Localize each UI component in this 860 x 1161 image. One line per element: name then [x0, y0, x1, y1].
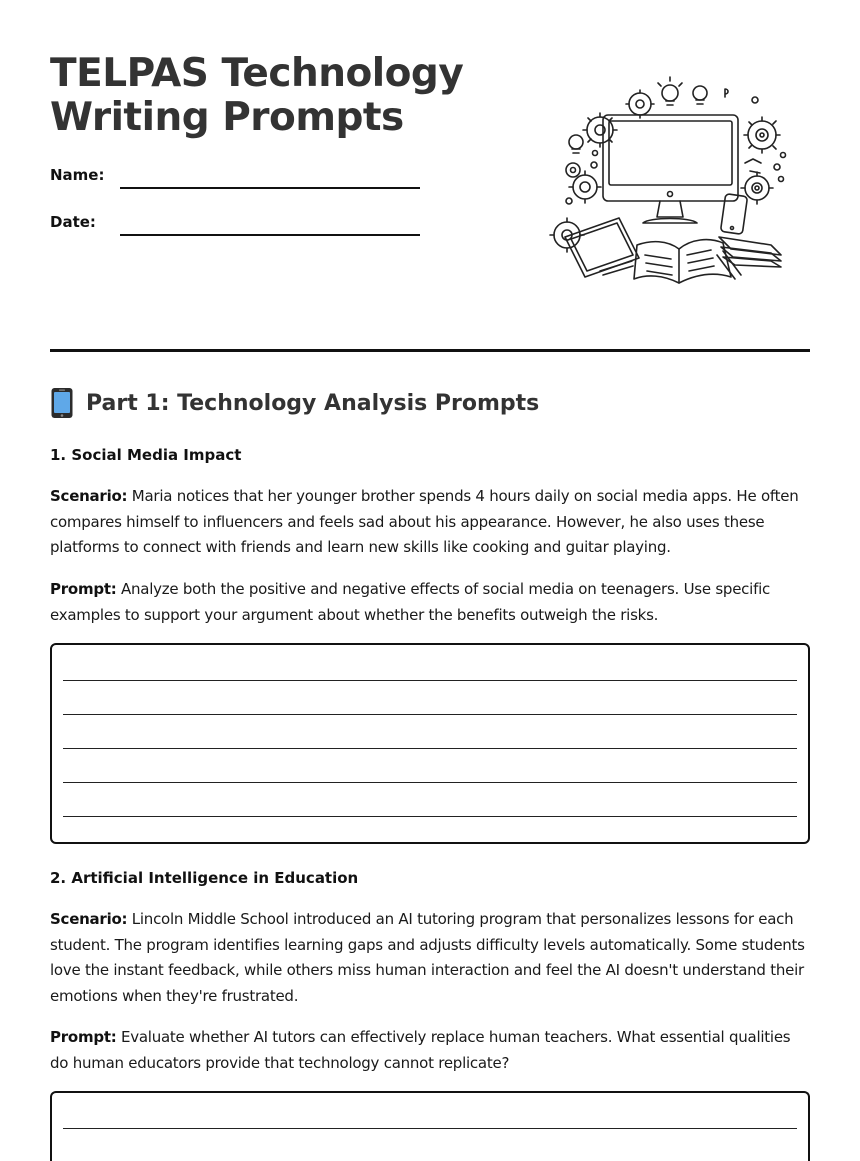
gear-icon: [569, 171, 601, 203]
worksheet-title: [50, 52, 490, 140]
smartphone-icon: [720, 194, 747, 235]
prompt-label: Prompt:: [50, 580, 117, 598]
writing-line: [63, 782, 797, 783]
writing-line: [63, 1128, 797, 1129]
mobile-phone-icon: [50, 387, 74, 419]
gear-icon: [550, 218, 584, 252]
date-field[interactable]: [120, 234, 420, 236]
pencil-icon: [600, 261, 633, 275]
technology-collage-icon: [545, 75, 790, 290]
prompt-text: Analyze both the positive and negative effects of social media on teenagers. Use specific examples to support your argument about whether the benefits outweigh the risks.: [50, 580, 771, 624]
lightbulb-icon: [569, 135, 583, 153]
gear-icon: [566, 163, 580, 177]
question-2-scenario: [50, 907, 812, 1009]
question-1-prompt: [50, 577, 812, 628]
question-1-answer-box[interactable]: [50, 643, 810, 844]
computer-monitor-icon: [603, 115, 738, 223]
name-field[interactable]: [120, 187, 420, 189]
writing-line: [63, 714, 797, 715]
gear-icon: [626, 90, 654, 118]
writing-line: [63, 748, 797, 749]
question-1-title: 1. Social Media Impact: [50, 446, 242, 464]
writing-line: [63, 680, 797, 681]
date-label: Date:: [50, 213, 96, 231]
question-2-answer-box[interactable]: [50, 1091, 810, 1161]
dot-icon: [752, 97, 758, 103]
prompt-label: Prompt:: [50, 1028, 117, 1046]
scenario-label: Scenario:: [50, 910, 128, 928]
question-2-title: 2. Artificial Intelligence in Education: [50, 869, 359, 887]
title-line-2: Writing Prompts: [50, 95, 404, 140]
prompt-text: Evaluate whether AI tutors can effectively replace human teachers. What essential qualities do human educators provide that technology cannot replicate?: [50, 1028, 791, 1072]
name-label: Name:: [50, 166, 105, 184]
scenario-text: Maria notices that her younger brother spends 4 hours daily on social media apps. He often compares himself to influencers and feels sad about his appearance. However, he also uses these platforms to connect with friends and learn new skills like cooking and guitar playing.: [50, 487, 799, 556]
part-1-heading: [50, 387, 539, 419]
title-line-1: TELPAS Technology: [50, 51, 464, 96]
part-1-heading-text: Part 1: Technology Analysis Prompts: [86, 390, 540, 416]
question-1-scenario: [50, 484, 812, 561]
question-2-prompt: [50, 1025, 812, 1076]
gear-icon: [744, 117, 780, 153]
music-note-icon: [725, 89, 728, 97]
gear-icon: [741, 172, 773, 204]
lightbulb-icon: [658, 77, 682, 105]
scenario-label: Scenario:: [50, 487, 128, 505]
lightbulb-icon: [693, 86, 707, 104]
scenario-text: Lincoln Middle School introduced an AI tutoring program that personalizes lessons for each student. The program identifies learning gaps and adjusts difficulty levels automatically. Some students love the instant feedback, while others miss human interaction and feel the AI doesn't understand their emotions when they're frustrated.: [50, 910, 805, 1005]
gear-icon: [583, 113, 617, 147]
writing-line: [63, 816, 797, 817]
section-divider: [50, 349, 810, 352]
open-book-icon: [634, 240, 731, 283]
